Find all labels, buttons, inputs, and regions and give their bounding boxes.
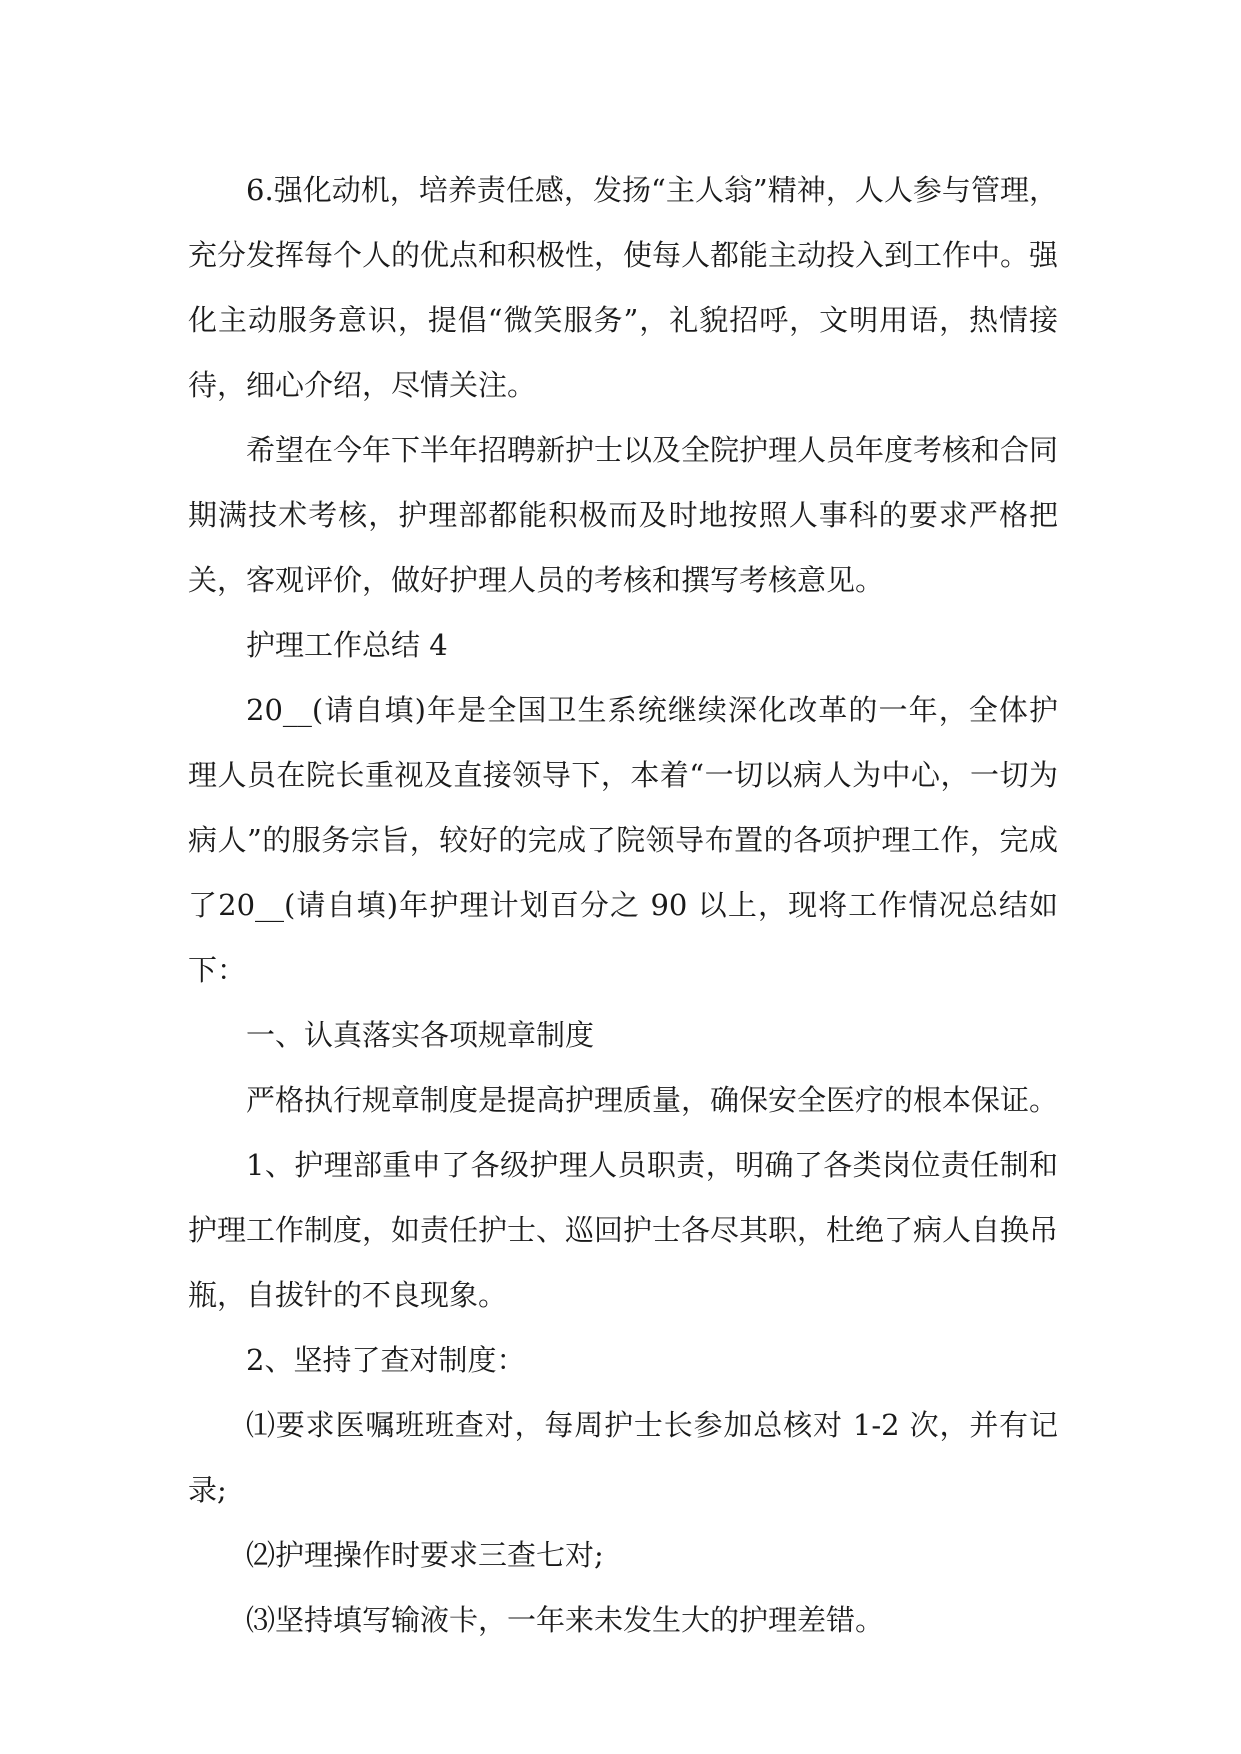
paragraph-regulations-intro: 严格执行规章制度是提高护理质量，确保安全医疗的根本保证。 (246, 1083, 1059, 1117)
paragraph-item-1: 1、护理部重申了各级护理人员职责，明确了各类岗位责任制和护理工作制度，如责任护士、巡回护士各尽其职，杜绝了病人自换吊瓶，自拔针的不良现象。 (188, 1148, 1059, 1312)
paragraph-subitem-3: ⑶坚持填写输液卡，一年来未发生大的护理差错。 (246, 1603, 885, 1637)
paragraph-subitem-1: ⑴要求医嘱班班查对，每周护士长参加总核对 1-2 次，并有记录; (188, 1408, 1058, 1507)
paragraph-subitem-2: ⑵护理操作时要求三查七对; (246, 1538, 604, 1572)
paragraph-assessment-hope: 希望在今年下半年招聘新护士以及全院护理人员年度考核和合同期满技术考核，护理部都能积极而及时地按照人事科的要求严格把关，客观评价，做好护理人员的考核和撰写考核意见。 (188, 433, 1059, 597)
paragraph-year-overview: 20__(请自填)年是全国卫生系统继续深化改革的一年，全体护理人员在院长重视及直接领导下，本着“一切以病人为中心，一切为病人”的服务宗旨，较好的完成了院领导布置的各项护理工作，完成了20__(请自填)年护理计划百分之 90 以上，现将工作情况总结如下： (188, 693, 1058, 987)
document-body (188, 158, 1058, 1653)
paragraph-strengthen-motivation: 6.强化动机，培养责任感，发扬“主人翁”精神，人人参与管理，充分发挥每个人的优点和积极性，使每人都能主动投入到工作中。强化主动服务意识，提倡“微笑服务”，礼貌招呼，文明用语，热情接待，细心介绍，尽情关注。 (188, 173, 1059, 402)
paragraph-item-2: 2、坚持了查对制度： (246, 1343, 526, 1377)
section-heading-summary-4: 护理工作总结 4 (246, 628, 448, 662)
section-heading-regulations: 一、认真落实各项规章制度 (246, 1018, 595, 1052)
